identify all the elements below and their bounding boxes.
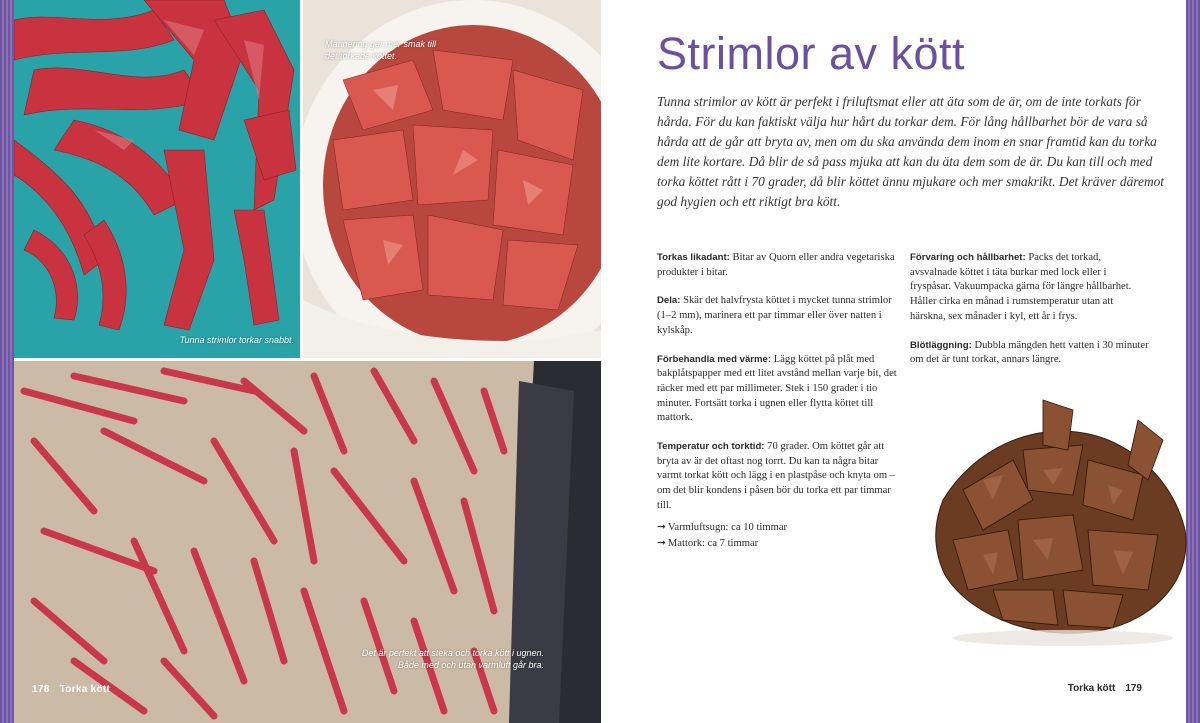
dried-jerky-photo <box>923 380 1193 650</box>
paragraph-blotlaggning: Blötläggning: Dubbla mängden hett vatten i 30 minuter om det är tunt torkat, annars längre. <box>910 339 1149 366</box>
right-folio <box>1068 683 1142 694</box>
photo-marinated-caption: Marinering ger mer smak till det torkade köttet. <box>325 39 437 61</box>
paragraph-torkas-likadant: Torkas likadant: Bitar av Quorn eller andra vegetariska produkter i bitar. <box>657 252 895 278</box>
list-item-varmluftsugn: ➞ Varmluftsugn: ca 10 timmar <box>657 520 788 533</box>
left-page-number: 178 <box>32 684 50 695</box>
arrow-icon: ➞ <box>657 520 666 533</box>
right-page-number: 179 <box>1125 683 1142 694</box>
photo-tray-caption: Det är perfekt att steka och torka kött i ugnen. Både med och utan varmluft går bra. <box>361 648 544 670</box>
paragraph-forvaring: Förvaring och hållbarhet: Packs det torkad, avsvalnade köttet i täta burkar med lock eller i fryspåsar. Vakuumpacka gärna för längre hållbarhet. Håller cirka en månad i rumstemperatur utan att härskna, sex månader i kyl, ett år i frys. <box>910 252 1132 322</box>
paragraph-forbehandla: Förbehandla med värme: Lägg köttet på plåt med bakplåtspapper med ett litet avstånd mellan varje bit, det räcker med ett par millimeter. Stek i 150 grader i tio minuter. Fortsätt torka i ugnen eller flytta köttet till mattork. <box>657 353 897 424</box>
text-column-left <box>657 251 901 553</box>
right-section-name: Torka kött <box>1067 683 1116 694</box>
left-page-border <box>0 0 14 723</box>
photo-raw-strips <box>14 0 300 358</box>
left-page <box>14 0 601 723</box>
arrow-icon: ➞ <box>657 537 666 550</box>
right-page <box>601 0 1186 723</box>
photo-tray-strips <box>14 361 601 723</box>
paragraph-dela: Dela: Skär det halvfrysta köttet i mycket tunna strimlor (1–2 mm), marinera ett par timmar eller över natten i kylskåp. <box>657 295 892 336</box>
left-folio <box>32 684 110 695</box>
raw-strips-illustration <box>14 0 300 358</box>
photo-marinated-meat <box>303 0 601 358</box>
page-title: Strimlor av kött <box>657 28 966 79</box>
photo-raw-strips-caption: Tunna strimlor torkar snabbt. <box>179 335 294 345</box>
left-section-name: Torka kött <box>59 684 111 695</box>
paragraph-temperatur: Temperatur och torktid: 70 grader. Om köttet går att bryta av är det oftast nog torrt. Du kan ta några bitar varmt torkat kött och lägg i en plastpåse och knyta om – om det blir kondens i påsen bör du torka ett par timmar till. <box>657 441 896 511</box>
intro-paragraph: Tunna strimlor av kött är perfekt i friluftsmat eller att äta som de är, om de inte torkats för hårda. För du kan faktiskt välja hur hårt du torkar dem. För lång hållbarhet bör de vara så hårda att de går att bryta av, men om du ska använda dem inom en snar framtid kan du torka dem lite kortare. Då blir de så pass mjuka att kan du äta dem som de är. Du kan till och med torka köttet rått i 70 grader, då blir köttet ännu mjukare och mer smakrikt. Det kräver däremot god hygien och ett riktigt bra kött. <box>657 94 1165 209</box>
list-item-mattork: ➞ Mattork: ca 7 timmar <box>657 537 759 550</box>
text-column-right <box>910 251 1150 382</box>
